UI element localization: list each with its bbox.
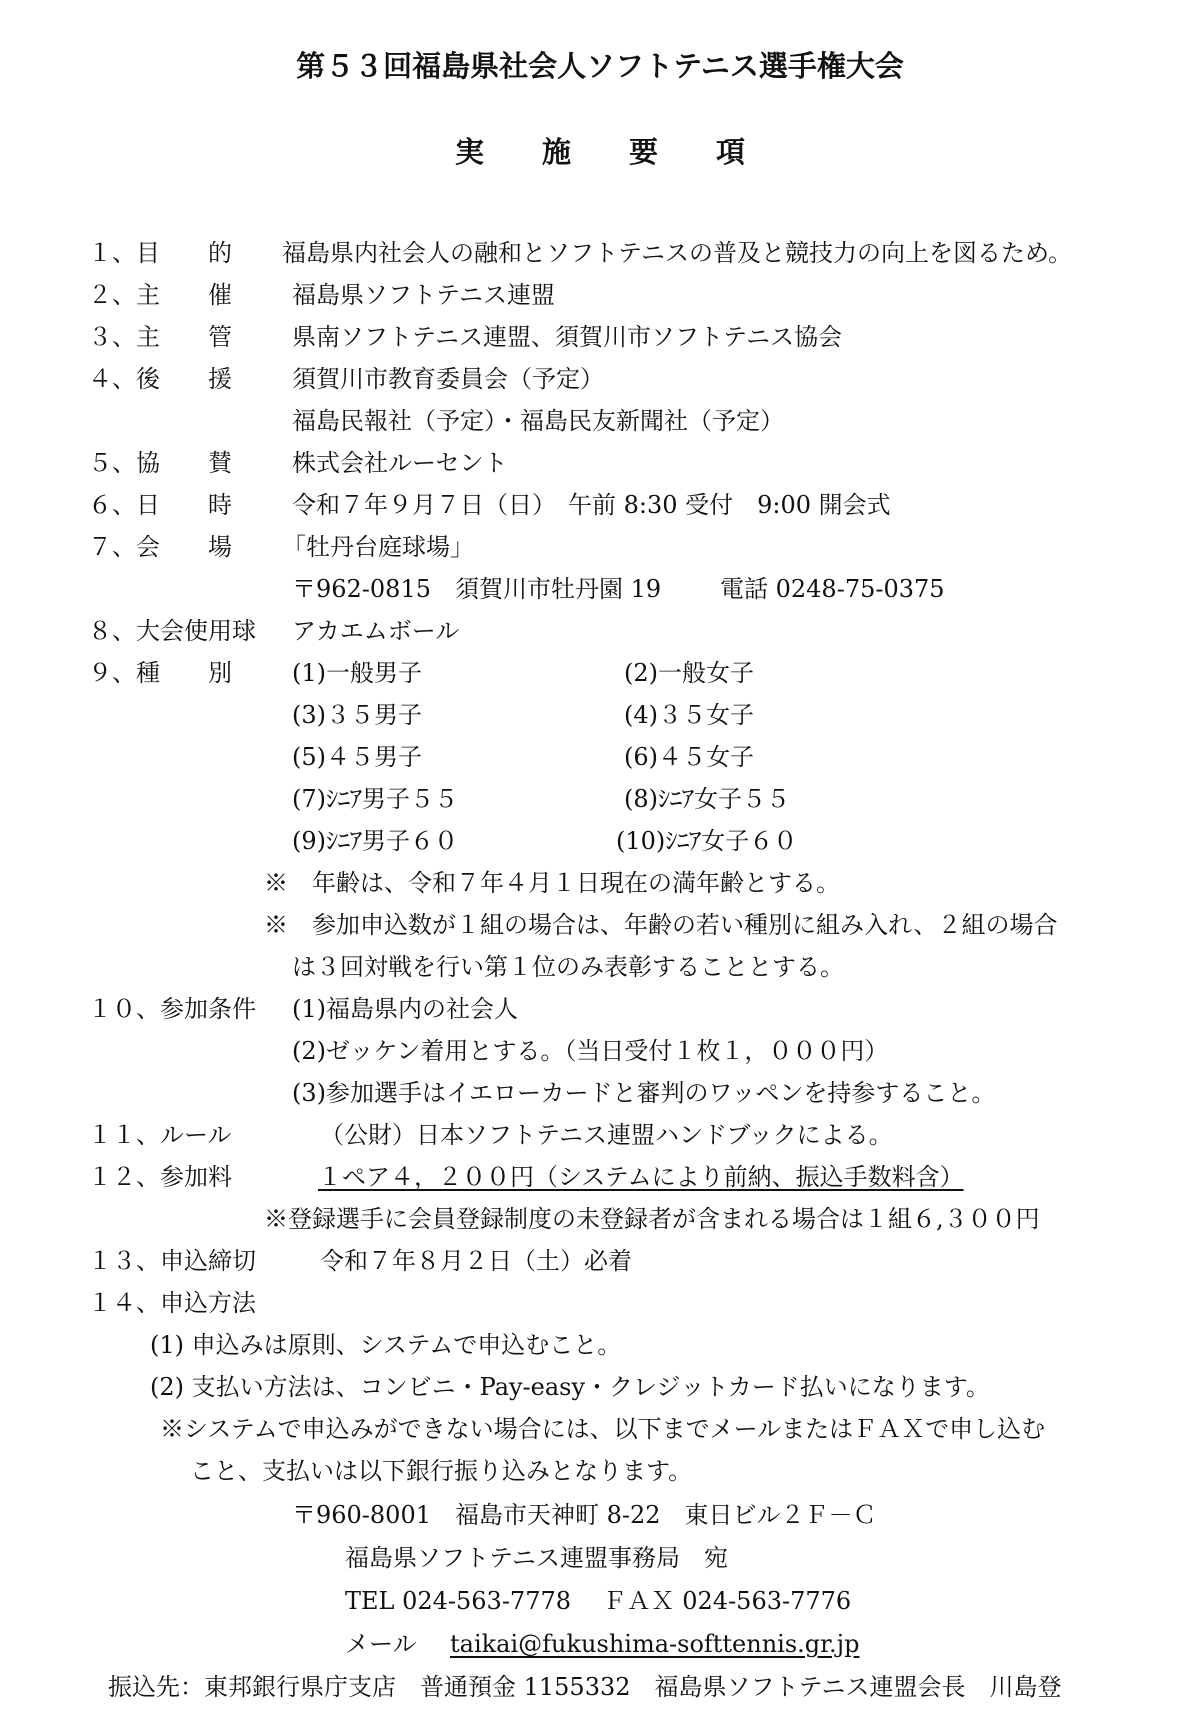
category-item: (3)３５男子 bbox=[292, 701, 422, 729]
category-item: (9)ｼﾆｱ男子６０ bbox=[292, 827, 458, 855]
section-4-value2: 福島民報社（予定）・福島民友新聞社（予定） bbox=[292, 407, 784, 435]
section-9-note: ※ 参加申込数が１組の場合は、年齢の若い種別に組み入れ、２組の場合 bbox=[264, 911, 1058, 939]
section-14-item: (1) 申込みは原則、システムで申込むこと。 bbox=[150, 1331, 622, 1359]
section-6-value: 令和７年９月７日（日） 午前 8:30 受付 9:00 開会式 bbox=[292, 491, 891, 519]
section-11-value: （公財）日本ソフトテニス連盟ハンドブックによる。 bbox=[320, 1121, 893, 1149]
section-14-note: ※システムで申込みができない場合には、以下までメールまたはＦＡＸで申し込む bbox=[160, 1415, 1046, 1443]
category-item: (6)４５女子 bbox=[624, 743, 754, 771]
mail-label: メール bbox=[345, 1630, 417, 1658]
condition-item: (2)ゼッケン着用とする。（当日受付１枚１，０００円） bbox=[292, 1037, 889, 1065]
section-9-note: は３回対戦を行い第１位のみ表彰することとする。 bbox=[292, 953, 844, 981]
mail-link[interactable]: taikai@fukushima-softtennis.gr.jp bbox=[450, 1630, 860, 1658]
category-item: (4)３５女子 bbox=[624, 701, 754, 729]
section-9-note: ※ 年齢は、令和７年４月１日現在の満年齢とする。 bbox=[264, 869, 840, 897]
section-12-label: １２、参加料 bbox=[88, 1163, 232, 1191]
section-7-phone: 電話 0248-75-0375 bbox=[720, 575, 945, 603]
page-subtitle bbox=[0, 130, 1200, 171]
section-11-label: １１、ルール bbox=[88, 1121, 232, 1149]
section-14-note: こと、支払いは以下銀行振り込みとなります。 bbox=[190, 1457, 693, 1485]
section-7-value: 「牡丹台庭球場」 bbox=[282, 533, 474, 561]
category-item: (5)４５男子 bbox=[292, 743, 422, 771]
office-tel-fax: TEL 024-563-7778 ＦＡＸ 024-563-7776 bbox=[345, 1587, 852, 1615]
section-4-value: 須賀川市教育委員会（予定） bbox=[292, 365, 604, 393]
page-subtitle-text: 実施要項 bbox=[454, 135, 803, 169]
bank-info: 振込先：東邦銀行県庁支店 普通預金 1155332 福島県ソフトテニス連盟会長 川島登 bbox=[108, 1673, 1062, 1701]
section-9-label: ９、種 別 bbox=[88, 659, 232, 687]
section-5-label: ５、協 賛 bbox=[88, 449, 232, 477]
page-title: 第５３回福島県社会人ソフトテニス選手権大会 bbox=[296, 49, 904, 83]
section-14-item: (2) 支払い方法は、コンビニ・Pay-easy・クレジットカード払いになります。 bbox=[150, 1373, 990, 1401]
section-5-value: 株式会社ルーセント bbox=[292, 449, 508, 477]
section-7-label: ７、会 場 bbox=[88, 533, 232, 561]
section-10-label: １０、参加条件 bbox=[88, 995, 256, 1023]
section-6-label: ６、日 時 bbox=[88, 491, 232, 519]
section-1-label: １、目 的 bbox=[88, 239, 232, 267]
office-name: 福島県ソフトテニス連盟事務局 宛 bbox=[345, 1544, 729, 1572]
section-12-note: ※登録選手に会員登録制度の未登録者が含まれる場合は１組６,３００円 bbox=[264, 1205, 1040, 1233]
category-item: (2)一般女子 bbox=[624, 659, 754, 687]
condition-item: (1)福島県内の社会人 bbox=[292, 995, 518, 1023]
section-8-label: ８、大会使用球 bbox=[88, 617, 256, 645]
section-1-value: 福島県内社会人の融和とソフトテニスの普及と競技力の向上を図るため。 bbox=[282, 239, 1073, 267]
section-7-address: 〒962-0815 須賀川市牡丹園 19 bbox=[292, 575, 662, 603]
section-13-value: 令和７年８月２日（土）必着 bbox=[320, 1247, 632, 1275]
section-3-label: ３、主 管 bbox=[88, 323, 232, 351]
section-4-label: ４、後 援 bbox=[88, 365, 232, 393]
office-address: 〒960-8001 福島市天神町 8-22 東日ビル２Ｆ－Ｃ bbox=[292, 1501, 877, 1529]
section-3-value: 県南ソフトテニス連盟、須賀川市ソフトテニス協会 bbox=[292, 323, 843, 351]
condition-item: (3)参加選手はイエローカードと審判のワッペンを持参すること。 bbox=[292, 1079, 996, 1107]
category-item: (1)一般男子 bbox=[292, 659, 422, 687]
section-14-label: １４、申込方法 bbox=[88, 1289, 256, 1317]
category-item: (10)ｼﾆｱ女子６０ bbox=[616, 827, 798, 855]
section-2-value: 福島県ソフトテニス連盟 bbox=[292, 281, 556, 309]
category-item: (7)ｼﾆｱ男子５５ bbox=[292, 785, 458, 813]
section-2-label: ２、主 催 bbox=[88, 281, 232, 309]
section-8-value: アカエムボール bbox=[292, 617, 460, 645]
section-12-value: １ペア４，２００円（システムにより前納、振込手数料含） bbox=[318, 1163, 964, 1191]
category-item: (8)ｼﾆｱ女子５５ bbox=[624, 785, 790, 813]
section-13-label: １３、申込締切 bbox=[88, 1247, 256, 1275]
